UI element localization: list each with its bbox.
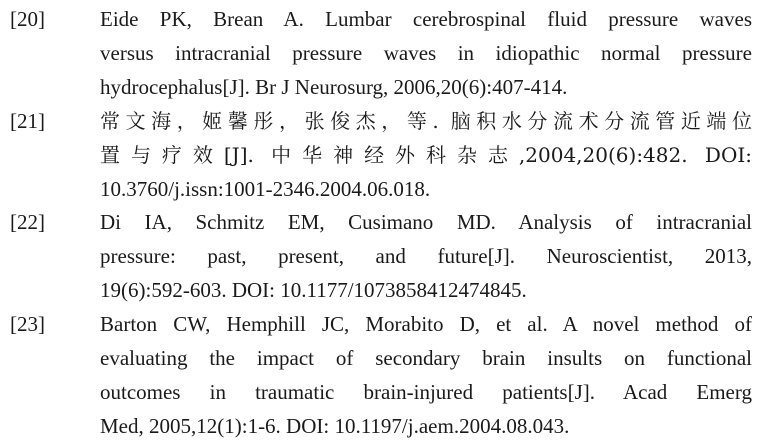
reference-line: evaluating the impact of secondary brain insults on functional — [100, 346, 752, 370]
reference-number: [20] — [10, 7, 45, 31]
reference-number: [22] — [10, 210, 45, 234]
reference-line: 10.3760/j.issn:1001-2346.2004.06.018. — [100, 177, 431, 201]
reference-line: pressure: past, present, and future[J]. Neuroscientist, 2013, — [100, 244, 752, 268]
reference-line: 19(6):592-603. DOI: 10.1177/1073858412474845. — [100, 278, 527, 302]
reference-line: versus intracranial pressure waves in idiopathic normal pressure — [100, 41, 752, 65]
reference-number: [21] — [10, 109, 45, 133]
reference-line: outcomes in traumatic brain-injured patients[J]. Acad Emerg — [100, 380, 752, 404]
reference-line: hydrocephalus[J]. Br J Neurosurg, 2006,20(6):407-414. — [100, 75, 568, 99]
reference-line: 常文海，姬馨彤，张俊杰，等. 脑积水分流术分流管近端位 — [100, 109, 752, 133]
reference-line: Med, 2005,12(1):1-6. DOI: 10.1197/j.aem.2004.08.043. — [100, 414, 570, 438]
reference-number: [23] — [10, 312, 45, 336]
reference-line: 置与疗效[J]. 中华神经外科杂志,2004,20(6):482. DOI: — [100, 143, 752, 167]
reference-line: Di IA, Schmitz EM, Cusimano MD. Analysis of intracranial — [100, 210, 752, 234]
reference-line: Eide PK, Brean A. Lumbar cerebrospinal fluid pressure waves — [100, 7, 752, 31]
reference-line: Barton CW, Hemphill JC, Morabito D, et al. A novel method of — [100, 312, 752, 336]
